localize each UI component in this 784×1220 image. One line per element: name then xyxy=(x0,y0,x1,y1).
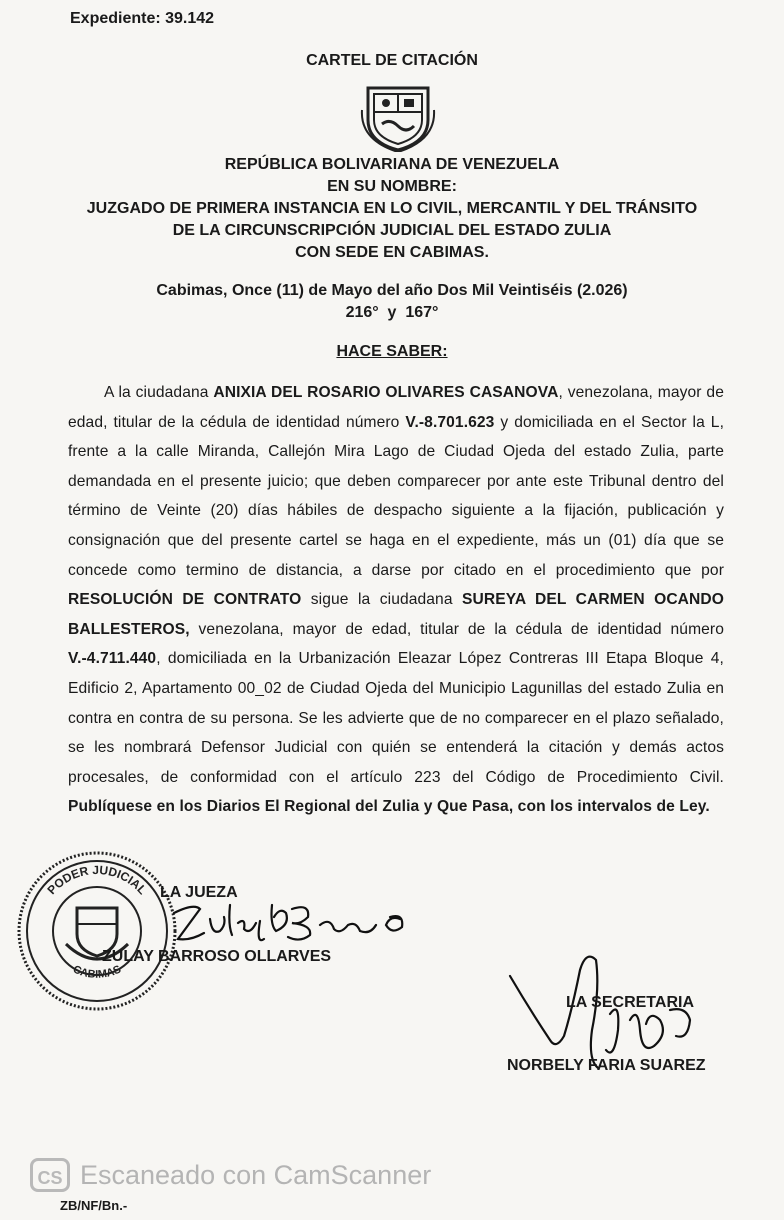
svg-text:CABIMAS xyxy=(71,963,123,980)
defendant-name: ANIXIA DEL ROSARIO OLIVARES CASANOVA xyxy=(213,384,559,401)
publication-order: Publíquese en los Diarios El Regional del Zulia y Que Pasa, con los intervalos de Ley. xyxy=(68,798,710,816)
header-line-5: CON SEDE EN CABIMAS. xyxy=(295,244,489,261)
years-line: 216° y 167° xyxy=(345,304,439,321)
header-line-1: REPÚBLICA BOLIVARIANA DE VENEZUELA xyxy=(224,156,560,173)
body-text: y domiciliada en el Sector la L, frente a la calle Miranda, Callejón Mira Lago de Ciudad Ojeda del estado Zulia, parte demandada en el presente juicio; que deben comparecer por ante este Tribunal dentro del término de Veinte (20) días hábiles de despacho siguiente a la fijación, publicación y consignación que del presente cartel se haga en el expediente, más un (01) día que se concede como termino de distancia, a darse por citado en el procedimiento que por xyxy=(68,413,724,579)
header-line-2: EN SU NOMBRE: xyxy=(327,178,457,195)
expediente-number: Expediente: 39.142 xyxy=(70,10,215,27)
body-text: A la ciudadana xyxy=(104,384,214,401)
watermark-text: Escaneado con CamScanner xyxy=(80,1160,432,1190)
date-block xyxy=(0,280,784,324)
court-header xyxy=(0,154,784,264)
header-line-3: JUZGADO DE PRIMERA INSTANCIA EN LO CIVIL, MERCANTIL Y DEL TRÁNSITO xyxy=(86,200,698,217)
judge-name: ZULAY BARROSO OLLARVES xyxy=(102,948,332,965)
camscanner-watermark xyxy=(30,1158,470,1198)
judge-signature-icon xyxy=(160,895,440,955)
header-line-4: DE LA CIRCUNSCRIPCIÓN JUDICIAL DEL ESTADO ZULIA xyxy=(172,222,612,239)
body-text: , venezolana, mayor de edad, titular de la cédula de identidad número xyxy=(68,384,724,431)
body-text: venezolana, mayor de edad, titular de la cédula de identidad número xyxy=(189,620,724,638)
case-type: RESOLUCIÓN DE CONTRATO xyxy=(68,591,302,609)
plaintiff-id: V.-4.711.440 xyxy=(68,650,157,668)
footer-initials: ZB/NF/Bn.- xyxy=(60,1198,128,1213)
court-seal-icon xyxy=(14,848,180,1014)
secretary-title: LA SECRETARIA xyxy=(566,994,694,1011)
citation-body xyxy=(68,378,724,822)
secretary-name: NORBELY FARIA SUAREZ xyxy=(507,1057,706,1074)
seal-top-text: PODER JUDICIAL xyxy=(44,862,150,898)
body-text: , domiciliada en la Urbanización Eleazar López Contreras III Etapa Bloque 4, Edificio 2, Apartamento 00_02 de Ciudad Ojeda del Municipio Lagunillas del estado Zulia en contra en contra de su persona. Se les advierte que de no comparecer en el plazo señalado, se les nombrará Defensor Judicial con quién se entenderá la citación y demás actos procesales, de conformidad con el artículo 223 del Código de Procedimiento Civil. xyxy=(68,650,724,786)
date-line: Cabimas, Once (11) de Mayo del año Dos Mil Veintiséis (2.026) xyxy=(156,282,628,299)
defendant-id: V.-8.701.623 xyxy=(405,413,495,431)
judge-title: LA JUEZA xyxy=(160,884,238,901)
plaintiff-name: SUREYA DEL CARMEN OCANDO BALLESTEROS, xyxy=(68,591,724,638)
seal-bottom-text: CABIMAS xyxy=(71,963,123,981)
body-text: sigue la ciudadana xyxy=(301,591,463,609)
coat-of-arms-icon xyxy=(360,80,436,152)
svg-text:PODER JUDICIAL xyxy=(44,863,149,897)
camscanner-logo-icon: CS xyxy=(30,1158,70,1192)
document-title: CARTEL DE CITACIÓN xyxy=(306,52,478,69)
hace-saber-heading: HACE SABER: xyxy=(336,343,448,360)
